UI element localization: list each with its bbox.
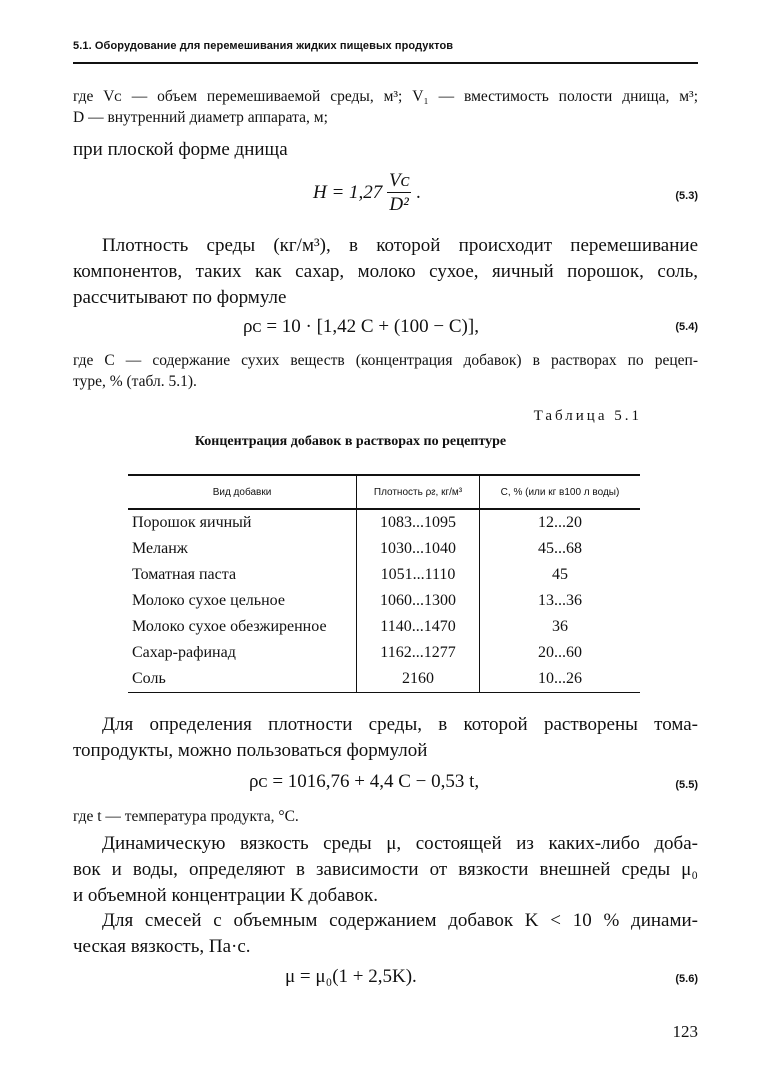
formula-fraction [387,170,411,217]
formula-5-6 [73,966,698,1006]
cell-concentration: 10...26 [480,666,641,693]
table-row [128,588,640,614]
cell-additive: Томатная паста [132,566,237,583]
cell-additive: Молоко сухое обезжиренное [132,618,327,635]
text-line: компонентов, таких как сахар, молоко сухое, яичный порошок, соль, [73,261,698,282]
formula-number: (5.5) [675,779,698,791]
formula-number: (5.4) [675,321,698,333]
formula-number: (5.3) [675,190,698,202]
cell-density: 1060...1300 [357,588,480,614]
formula-expression [313,170,421,217]
text-line: и объемной концентрации K добавок. [73,885,378,906]
table-row [128,562,640,588]
paragraph-variables-definition [73,86,698,128]
table-row [128,509,640,536]
cell-additive: Сахар-рафинад [132,644,236,661]
text-line: Для смесей с объемным содержанием добавок K < 10 % динами- [102,910,698,931]
text-line: где t — температура продукта, °С. [73,808,299,825]
cell-density: 1140...1470 [357,614,480,640]
paragraph-viscosity [73,831,698,909]
cell-additive: Соль [128,666,357,693]
text-line: Динамическую вязкость среды μ, состоящей из каких-либо доба- [102,833,698,854]
page-number: 123 [672,1022,698,1041]
cell-concentration: 45...68 [480,536,641,562]
table-row [128,666,640,693]
running-header: 5.1. Оборудование для перемешивания жидких пищевых продуктов [73,40,454,52]
cell-concentration: 12...20 [480,509,641,536]
text-line: рассчитывают по формуле [73,287,287,308]
formula-5-3 [73,170,698,226]
formula-5-5 [73,771,698,811]
paragraph-flat-bottom [73,137,698,163]
column-header-density: Плотность ρᴤ, кг/м³ [357,475,480,509]
cell-density: 1030...1040 [357,536,480,562]
table-row [128,536,640,562]
paragraph-tomato-density [73,712,698,764]
table-row [128,614,640,640]
paragraph-t-definition [73,806,698,827]
text-line: при плоской форме днища [73,139,288,160]
cell-density: 2160 [357,666,480,693]
text-line: вок и воды, определяют в зависимости от вязкости внешней среды μ₀ [73,859,698,880]
text-line: Плотность среды (кг/м³), в которой происходит перемешивание [102,235,698,256]
formula-number: (5.6) [675,973,698,985]
additives-table [128,474,640,693]
text-line: Для определения плотности среды, в которой растворены тома- [102,714,698,735]
cell-concentration: 36 [480,614,641,640]
fraction-numerator: Vᴄ [389,170,410,191]
cell-concentration: 20...60 [480,640,641,666]
cell-concentration: 45 [480,562,641,588]
text-line: где C — содержание сухих веществ (концентрация добавок) в растворах по рецеп- [73,352,698,369]
cell-additive: Меланж [132,540,188,557]
text-line: туре, % (табл. 5.1). [73,373,197,390]
cell-concentration: 13...36 [480,588,641,614]
formula-tail: . [415,181,421,203]
text-line: D — внутренний диаметр аппарата, м; [73,109,328,126]
table-title: Концентрация добавок в растворах по рецептуре [194,434,507,449]
column-header-additive: Вид добавки [128,475,357,509]
cell-density: 1162...1277 [357,640,480,666]
cell-density: 1051...1110 [357,562,480,588]
table-row [128,640,640,666]
text-line: топродукты, можно пользоваться формулой [73,740,428,761]
formula-expression: μ = μ₀(1 + 2,5K). [285,966,417,987]
paragraph-c-definition [73,350,698,392]
column-header-concentration: С, % (или кг в100 л воды) [480,475,641,509]
cell-additive: Порошок яичный [132,514,252,531]
table-header-row [128,475,640,509]
formula-expression: ρᴄ = 1016,76 + 4,4 C − 0,53 t, [249,771,480,792]
table-caption: Таблица 5.1 [533,408,642,424]
cell-density: 1083...1095 [357,509,480,536]
header-rule [73,62,698,64]
fraction-denominator: D² [389,194,409,215]
formula-lhs: H = 1,27 [313,181,383,203]
cell-additive: Молоко сухое цельное [132,592,285,609]
formula-expression: ρᴄ = 10 · [1,42 C + (100 − C)], [243,316,479,337]
text-line: ческая вязкость, Па·с. [73,936,251,957]
text-line: где Vᴄ — объем перемешиваемой среды, м³; V₁ — вместимость полости днища, м³; [73,88,698,105]
paragraph-density-intro [73,233,698,311]
paragraph-mixtures [73,908,698,960]
